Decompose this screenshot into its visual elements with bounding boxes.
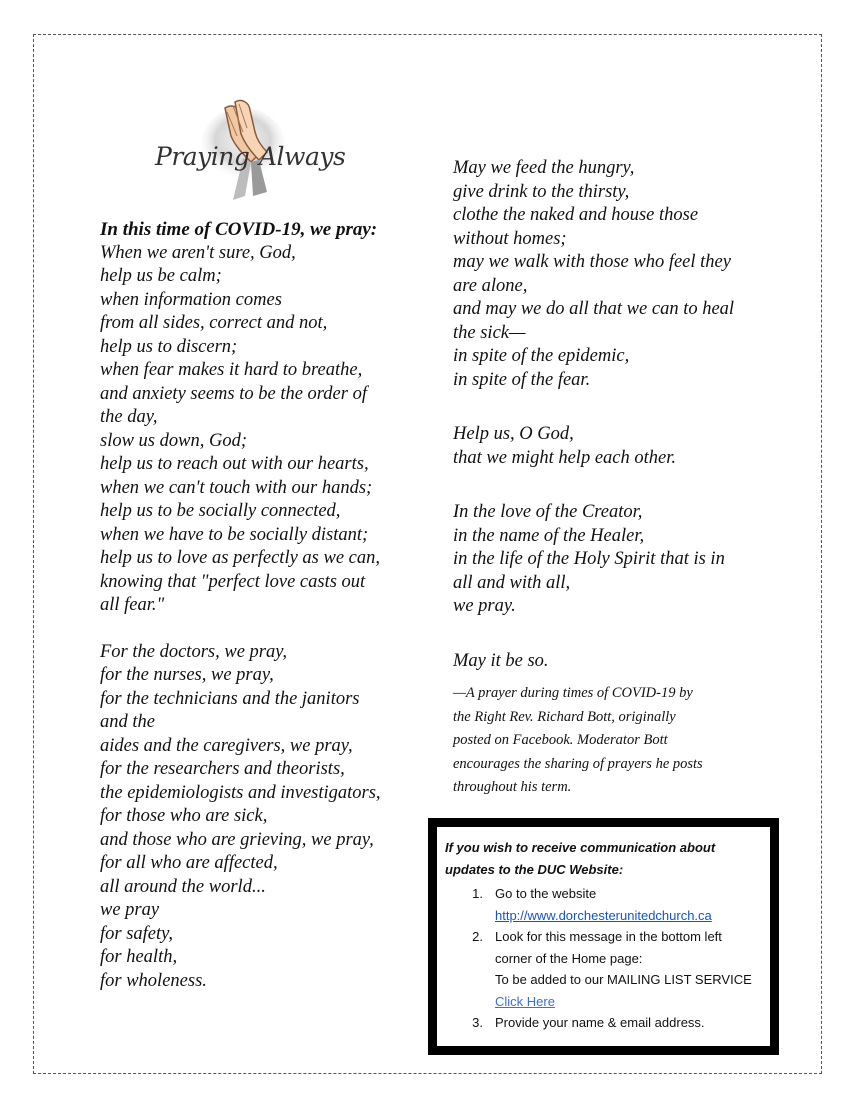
prayer-line: for wholeness.: [100, 970, 207, 991]
prayer-line: we pray: [100, 900, 160, 920]
attribution-line: the Right Rev. Richard Bott, originally: [453, 708, 676, 725]
prayer-line: without homes;: [453, 228, 567, 249]
prayer-line: and anxiety seems to be the order of: [100, 383, 367, 404]
prayer-line: for all who are affected,: [100, 853, 278, 873]
stanza-gap: [453, 392, 763, 423]
prayer-line: all and with all,: [453, 572, 571, 593]
prayer-line: when we have to be socially distant;: [100, 524, 369, 545]
logo-word-always: Always: [259, 142, 346, 171]
step-text: corner of the Home page:: [495, 950, 643, 966]
prayer-line: May we feed the hungry,: [453, 158, 635, 178]
prayer-left-column: [100, 218, 405, 993]
info-title-line: updates to the DUC Website:: [445, 861, 624, 877]
prayer-line: aides and the caregivers, we pray,: [100, 735, 353, 756]
prayer-line: we pray.: [453, 596, 516, 616]
step-body: [495, 883, 762, 926]
step-text: Look for this message in the bottom left: [495, 929, 722, 944]
prayer-line: slow us down, God;: [100, 430, 247, 451]
step-body: [495, 926, 762, 1012]
prayer-line: all fear.": [100, 595, 165, 615]
prayer-line: the day,: [100, 407, 158, 427]
prayer-line: in the name of the Healer,: [453, 525, 645, 546]
prayer-line: help us to reach out with our hearts,: [100, 454, 369, 474]
prayer-line: the sick—: [453, 322, 526, 343]
click-here-link[interactable]: Click Here: [495, 993, 555, 1009]
prayer-line: are alone,: [453, 275, 528, 296]
prayer-line: When we aren't sure, God,: [100, 242, 296, 263]
prayer-line: for safety,: [100, 923, 173, 944]
step-number: 2.: [472, 929, 483, 944]
prayer-line: knowing that "perfect love casts out: [100, 571, 366, 592]
step-text: Go to the website: [495, 886, 597, 901]
stanza-gap: [453, 470, 763, 501]
prayer-line: for health,: [100, 947, 178, 967]
prayer-line: from all sides, correct and not,: [100, 313, 328, 333]
attribution-line: —A prayer during times of COVID-19 by: [453, 685, 693, 701]
step-item: [445, 926, 762, 1012]
step-text: Provide your name & email address.: [495, 1015, 705, 1030]
step-text: To be added to our MAILING LIST SERVICE: [495, 972, 752, 987]
prayer-line: give drink to the thirsty,: [453, 181, 630, 202]
prayer-heading: In this time of COVID-19, we pray:: [100, 219, 378, 240]
website-link[interactable]: http://www.dorchesterunitedchurch.ca: [495, 907, 712, 923]
attribution-line: throughout his term.: [453, 779, 572, 795]
prayer-line: in spite of the epidemic,: [453, 346, 630, 366]
prayer-line: Help us, O God,: [453, 424, 574, 444]
prayer-line: when information comes: [100, 289, 282, 310]
prayer-closing: May it be so.: [453, 650, 549, 671]
prayer-line: For the doctors, we pray,: [100, 641, 288, 662]
stanza-gap: [453, 619, 763, 650]
steps-list: [445, 883, 762, 1034]
prayer-line: in spite of the fear.: [453, 369, 591, 390]
step-number: 1.: [472, 886, 483, 901]
prayer-line: may we walk with those who feel they: [453, 252, 731, 272]
stanza-gap: [100, 618, 405, 641]
prayer-line: for the researchers and theorists,: [100, 759, 345, 779]
prayer-line: and the: [100, 712, 155, 732]
prayer-line: the epidemiologists and investigators,: [100, 782, 381, 803]
prayer-line: and may we do all that we can to heal: [453, 299, 735, 319]
prayer-line: and those who are grieving, we pray,: [100, 829, 374, 850]
prayer-line: when fear makes it hard to breathe,: [100, 360, 363, 380]
prayer-line: for those who are sick,: [100, 806, 268, 826]
step-number: 3.: [472, 1015, 483, 1030]
info-title-line: If you wish to receive communication about: [445, 840, 716, 855]
stanza-gap: [453, 673, 763, 682]
prayer-line: all around the world...: [100, 876, 266, 897]
prayer-line: help us be calm;: [100, 266, 222, 286]
website-info-box: [428, 818, 779, 1055]
prayer-line: that we might help each other.: [453, 447, 676, 468]
step-item: [445, 883, 762, 926]
prayer-line: when we can't touch with our hands;: [100, 477, 373, 498]
prayer-line: help us to discern;: [100, 336, 238, 357]
attribution-line: posted on Facebook. Moderator Bott: [453, 732, 668, 748]
attribution-line: encourages the sharing of prayers he posts: [453, 755, 703, 772]
step-item: [445, 1012, 762, 1034]
praying-always-logo: [155, 96, 355, 206]
prayer-line: in the life of the Holy Spirit that is in: [453, 549, 725, 569]
prayer-line: In the love of the Creator,: [453, 502, 643, 522]
prayer-line: for the technicians and the janitors: [100, 688, 360, 709]
logo-word-praying: Praying: [155, 142, 250, 171]
prayer-right-column: [453, 157, 763, 800]
prayer-line: clothe the naked and house those: [453, 205, 699, 225]
prayer-line: help us to love as perfectly as we can,: [100, 548, 381, 568]
prayer-line: for the nurses, we pray,: [100, 665, 274, 685]
prayer-line: help us to be socially connected,: [100, 501, 341, 521]
